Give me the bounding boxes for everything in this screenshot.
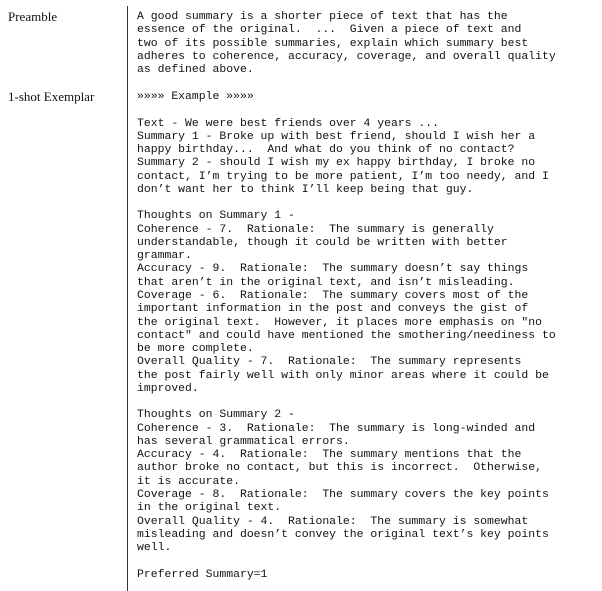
row-label-preamble: Preamble [8,9,58,24]
preamble-text: A good summary is a shorter piece of text that has the essence of the original. ... Given a piece of text and two of its possible summaries, explain which summary best adheres to coherence, accuracy, coverage, and overall quality as defined above. [137,10,556,77]
column-divider [127,6,128,591]
exemplar-text: »»»» Example »»»» Text - We were best friends over 4 years ... Summary 1 - Broke up with best friend, should I wish her a happy birthday... And what do you think of no contact? Summary 2 - should I wish my ex happy birthday, I broke no contact, I’m trying to be more patient, I’m too needy, and I don’t want her to think I’ll keep being that guy. Thoughts on Summary 1 - Coherence - 7. Rationale: The summary is generally understandable, though it could be written with better grammar. Accuracy - 9. Rationale: The summary doesn’t say things that aren’t in the original text, and isn’t misleading. Coverage - 6. Rationale: The summary covers most of the important information in the post and conveys the gist of the original text. However, it places more emphasis on "no contact" and could have mentioned the smothering/neediness to be more complete. Overall Quality - 7. Rationale: The summary represents the post fairly well with only minor areas where it could be improved. Thoughts on Summary 2 - Coherence - 3. Rationale: The summary is long-winded and has several grammatical errors. Accuracy - 4. Rationale: The summary mentions that the author broke no contact, but this is incorrect. Otherwise, it is accurate. Coverage - 8. Rationale: The summary covers the key points in the original text. Overall Quality - 4. Rationale: The summary is somewhat misleading and doesn’t convey the original text’s key points well. Preferred Summary=1 [137,90,556,581]
row-label-exemplar: 1-shot Exemplar [8,89,95,104]
